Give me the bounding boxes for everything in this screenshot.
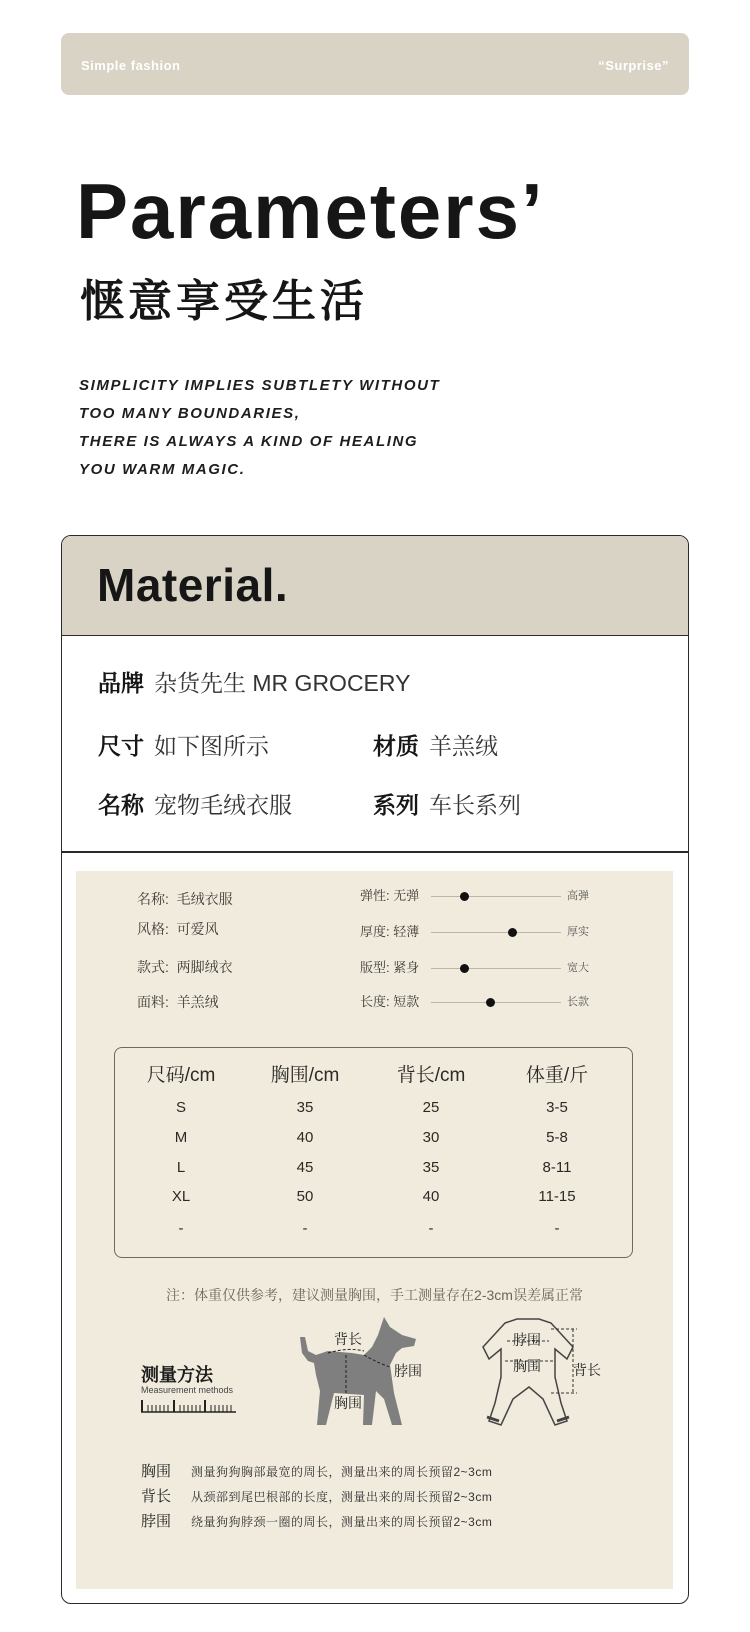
table-header: 胸围/cm <box>270 1065 340 1086</box>
spec-name: 名称: 毛绒衣服 <box>137 891 233 907</box>
fabric-row <box>373 735 498 758</box>
slider-end-label: 厚实 <box>567 926 589 938</box>
slogan-line: TOO MANY BOUNDARIES, <box>79 405 301 422</box>
table-cell: 3-5 <box>546 1099 568 1116</box>
spec-fabric: 面料: 羊羔绒 <box>137 994 219 1010</box>
slider-end-label: 长款 <box>567 996 589 1008</box>
table-header: 背长/cm <box>396 1065 466 1086</box>
series-key: 系列 <box>373 792 419 818</box>
table-cell: 35 <box>296 1099 314 1116</box>
slider-label: 弹性: 无弹 <box>360 888 420 903</box>
slogan-line: SIMPLICITY IMPLIES SUBTLETY WITHOUT <box>79 377 441 394</box>
size-note: 注：体重仅供参考，建议测量胸围，手工测量存在2-3cm误差属正常 <box>166 1287 583 1303</box>
table-cell: 25 <box>422 1099 440 1116</box>
series-value: 车长系列 <box>429 792 521 818</box>
banner-left-text: Simple fashion <box>81 58 181 73</box>
page-subtitle: 惬意享受生活 <box>80 277 368 326</box>
dog-neck-label: 脖围 <box>394 1363 422 1379</box>
slider-end-label: 宽大 <box>567 962 589 974</box>
table-cell: 8-11 <box>542 1159 572 1176</box>
size-key: 尺寸 <box>98 733 144 759</box>
slider-dot <box>460 892 469 901</box>
dog-back-label: 背长 <box>334 1331 362 1347</box>
name-value: 宠物毛绒衣服 <box>154 792 292 818</box>
table-cell: - <box>428 1220 434 1237</box>
size-row <box>98 735 269 758</box>
brand-key: 品牌 <box>98 670 144 696</box>
series-row <box>373 794 521 817</box>
table-header: 尺码/cm <box>146 1065 216 1086</box>
divider <box>62 851 688 853</box>
table-cell: - <box>554 1220 560 1237</box>
spec-sheet <box>76 871 673 1589</box>
slogan <box>79 372 440 484</box>
table-cell: XL <box>171 1188 191 1205</box>
table-cell: - <box>302 1220 308 1237</box>
desc-chest: 胸围 测量狗狗胸部最宽的周长，测量出来的周长预留2~3cm <box>141 1463 493 1480</box>
table-cell: 50 <box>296 1188 314 1205</box>
table-cell: 40 <box>296 1129 314 1146</box>
size-table <box>114 1047 633 1258</box>
slider-label: 版型: 紧身 <box>360 960 420 975</box>
measure-subtitle: Measurement methods <box>141 1385 234 1395</box>
slider-label: 厚度: 轻薄 <box>360 924 420 939</box>
slider-dot <box>460 964 469 973</box>
brand-value: 杂货先生 MR GROCERY <box>154 670 411 696</box>
garment-back-label: 背长 <box>573 1362 601 1378</box>
banner-right-text: “Surprise” <box>598 58 669 73</box>
table-cell: 35 <box>422 1159 440 1176</box>
spec-style: 风格: 可爱风 <box>137 921 219 937</box>
table-cell: 5-8 <box>546 1129 568 1146</box>
slider-dot <box>486 998 495 1007</box>
slider-track <box>431 896 561 897</box>
page-title: Parameters’ <box>76 167 545 255</box>
table-cell: 40 <box>422 1188 440 1205</box>
top-banner <box>61 33 689 95</box>
table-header: 体重/斤 <box>525 1065 589 1086</box>
garment-chest-label: 胸围 <box>513 1358 541 1374</box>
table-cell: S <box>175 1099 186 1116</box>
table-cell: 30 <box>422 1129 440 1146</box>
ruler-icon <box>141 1400 236 1414</box>
name-key: 名称 <box>98 792 144 818</box>
size-value: 如下图所示 <box>154 733 269 759</box>
measure-title: 测量方法 <box>141 1365 213 1385</box>
desc-neck: 脖围 绕量狗狗脖颈一圈的周长，测量出来的周长预留2~3cm <box>141 1513 493 1530</box>
slider-dot <box>508 928 517 937</box>
slogan-line: YOU WARM MAGIC. <box>79 461 246 478</box>
desc-back: 背长 从颈部到尾巴根部的长度，测量出来的周长预留2~3cm <box>141 1488 493 1505</box>
slogan-line: THERE IS ALWAYS A KIND OF HEALING <box>79 433 419 450</box>
dog-chest-label: 胸围 <box>334 1395 362 1411</box>
material-header <box>62 536 688 636</box>
slider-end-label: 高弹 <box>567 890 589 902</box>
material-heading: Material. <box>97 559 289 611</box>
table-cell: M <box>174 1129 188 1146</box>
fabric-key: 材质 <box>373 733 419 759</box>
slider-track <box>431 1002 561 1003</box>
name-row <box>98 794 292 817</box>
table-cell: L <box>176 1159 186 1176</box>
spec-type: 款式: 两脚绒衣 <box>137 959 233 975</box>
slider-track <box>431 932 561 933</box>
table-cell: 11-15 <box>538 1188 576 1205</box>
table-cell: 45 <box>296 1159 314 1176</box>
garment-neck-label: 脖围 <box>513 1332 541 1348</box>
slider-track <box>431 968 561 969</box>
table-cell: - <box>178 1220 184 1237</box>
slider-label: 长度: 短款 <box>360 994 420 1009</box>
brand-row <box>98 672 410 695</box>
fabric-value: 羊羔绒 <box>429 733 498 759</box>
material-card <box>61 535 689 1604</box>
